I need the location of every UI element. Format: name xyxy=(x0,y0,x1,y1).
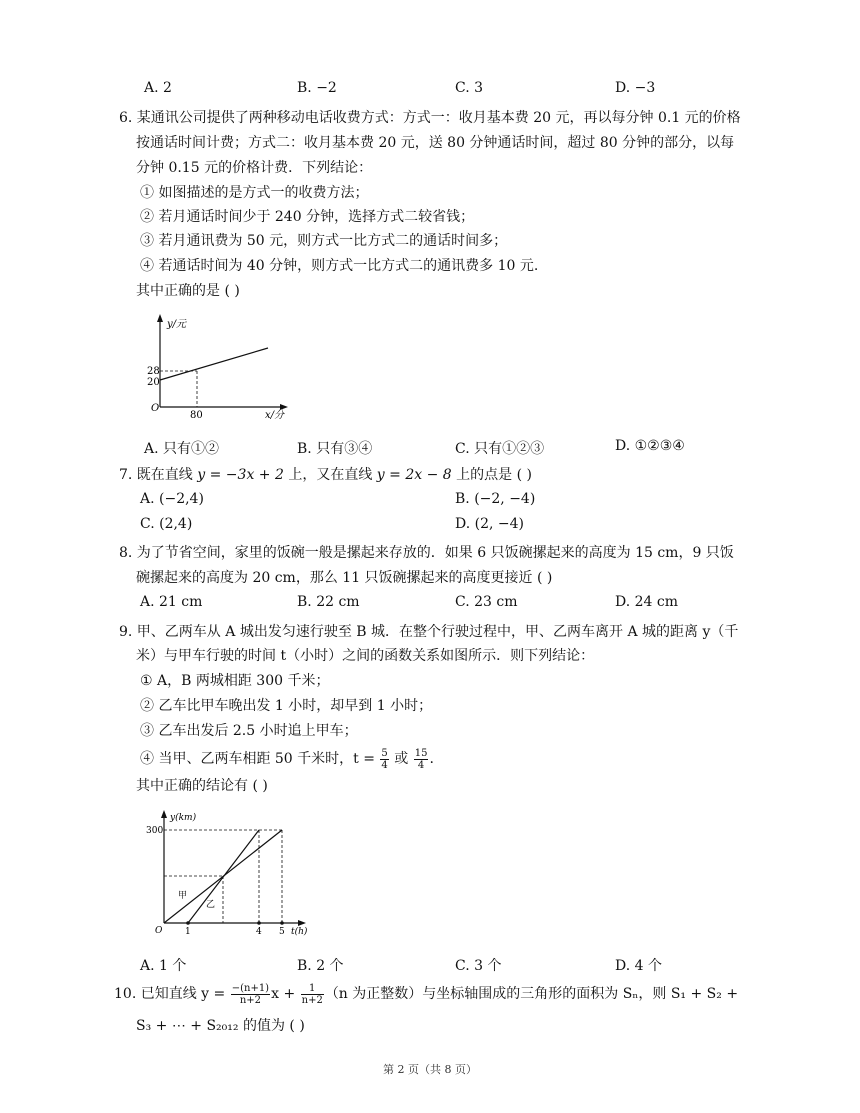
q6-stem-line-2: 按通话时间计费；方式二：收月基本费 20 元，送 80 分钟通话时间，超过 80 分钟的部分，以每 xyxy=(136,135,735,151)
q10-frac-2: $\frac{1}{n+2}$ xyxy=(301,982,323,1006)
q6-item-3: ③ 若月通讯费为 50 元，则方式一比方式二的通话时间多； xyxy=(140,233,508,249)
q9-x-tick-4: 4 xyxy=(256,927,262,937)
q9-stem-line-2: 米）与甲车行驶的时间 t（小时）之间的函数关系如图所示．则下列结论： xyxy=(136,648,595,664)
q6-option-a: A. 只有①② xyxy=(144,441,220,457)
q8-stem-line-2: 碗摞起来的高度为 20 cm，那么 11 只饭碗摞起来的高度更接近 ( ) xyxy=(136,570,553,586)
q6-graph xyxy=(140,310,300,422)
q6-y-label: y/元 xyxy=(167,319,187,330)
q9-y-label: y(km) xyxy=(170,813,197,823)
q6-y-tick-28: 28 xyxy=(147,366,160,377)
q9-frac-5-4: $\frac{5}{4}$ xyxy=(381,747,388,771)
q5-option-a: A. 2 xyxy=(144,80,172,96)
q8-option-c: C. 23 cm xyxy=(455,594,518,610)
q9-x-tick-5: 5 xyxy=(279,927,285,937)
q9-y-tick-300: 300 xyxy=(146,826,164,836)
q9-x-label: t(h) xyxy=(291,927,308,937)
q7-option-a: A. (−2,4) xyxy=(140,491,204,507)
q9-option-a: A. 1 个 xyxy=(140,958,187,974)
q6-origin: O xyxy=(151,403,160,414)
q9-graph xyxy=(140,806,315,941)
q5-option-d: D. −3 xyxy=(615,80,656,96)
q7-option-d: D. (2, −4) xyxy=(455,516,524,532)
q6-item-1: ① 如图描述的是方式一的收费方法； xyxy=(140,185,369,201)
q6-y-arrow xyxy=(157,314,163,322)
q6-option-d: D. ①②③④ xyxy=(615,438,685,454)
q9-point-t4 xyxy=(257,921,261,925)
q8-option-b: B. 22 cm xyxy=(297,594,360,610)
q6-x-label: x/分 xyxy=(265,410,285,421)
q8-stem-line-1: 8. 为了节省空间，家里的饭碗一般是摞起来存放的．如果 6 只饭碗摞起来的高度为 15 cm，9 只饭 xyxy=(119,545,734,561)
q6-cost-line xyxy=(160,348,268,380)
q7-stem: 7. 既在直线 y = −3x + 2 上，又在直线 y = 2x − 8 上的点是 ( ) xyxy=(119,467,532,483)
q6-stem-line-3: 分钟 0.15 元的价格计费．下列结论： xyxy=(136,160,373,176)
page-footer: 第 2 页（共 8 页） xyxy=(383,1063,477,1076)
q6-item-2: ② 若月通话时间少于 240 分钟，选择方式二较省钱； xyxy=(140,209,475,225)
q6-item-4: ④ 若通话时间为 40 分钟，则方式一比方式二的通讯费多 10 元. xyxy=(140,258,539,274)
q6-question: 其中正确的是 ( ) xyxy=(136,283,240,299)
q9-x-arrow xyxy=(298,920,306,926)
q10-stem-line-1: 10. 已知直线 y = $\frac{-(n+1)}{n+2}$ x + $\frac{1}{n+2}$ （n 为正整数）与坐标轴围成的三角形的面积为 Sₙ，则 S₁ + S₂ + xyxy=(114,982,739,1006)
q9-option-b: B. 2 个 xyxy=(297,958,344,974)
q9-item-2: ② 乙车比甲车晚出发 1 小时，却早到 1 小时； xyxy=(140,698,433,714)
q5-option-c: C. 3 xyxy=(455,80,484,96)
q6-option-b: B. 只有③④ xyxy=(297,441,373,457)
q9-line-yi xyxy=(188,830,259,923)
q9-y-arrow xyxy=(161,810,167,818)
q7-eq2: y = 2x − 8 xyxy=(376,467,452,483)
q6-x-tick-80: 80 xyxy=(190,410,203,421)
q9-question: 其中正确的结论有 ( ) xyxy=(136,778,268,794)
q9-item-4: ④ 当甲、乙两车相距 50 千米时，t = $\frac{5}{4}$ 或 $\frac{15}{4}$ . xyxy=(140,747,434,771)
q6-option-c: C. 只有①②③ xyxy=(455,441,545,457)
q7-eq1: y = −3x + 2 xyxy=(197,467,284,483)
q9-origin: O xyxy=(155,926,163,936)
q9-x-tick-1: 1 xyxy=(185,927,191,937)
q9-item-1: ① A，B 两城相距 300 千米； xyxy=(140,673,330,689)
q9-item-3: ③ 乙车出发后 2.5 小时追上甲车； xyxy=(140,723,358,739)
q9-point-t1 xyxy=(186,921,190,925)
q9-option-c: C. 3 个 xyxy=(455,958,502,974)
q9-point-t5 xyxy=(280,921,284,925)
q5-option-b: B. −2 xyxy=(297,80,337,96)
q9-option-d: D. 4 个 xyxy=(615,958,662,974)
q7-option-b: B. (−2, −4) xyxy=(455,491,536,507)
q9-label-yi: 乙 xyxy=(206,900,216,910)
q7-option-c: C. (2,4) xyxy=(140,516,193,532)
q8-option-d: D. 24 cm xyxy=(615,594,679,610)
q6-stem-line-1: 6. 某通讯公司提供了两种移动电话收费方式：方式一：收月基本费 20 元，再以每分钟 0.1 元的价格 xyxy=(119,110,741,126)
q9-label-jia: 甲 xyxy=(178,891,188,901)
q9-frac-15-4: $\frac{15}{4}$ xyxy=(414,747,428,771)
q10-stem-line-2: S₃ + ⋯ + S₂₀₁₂ 的值为 ( ) xyxy=(136,1018,305,1034)
q9-stem-line-1: 9. 甲、乙两车从 A 城出发匀速行驶至 B 城．在整个行驶过程中，甲、乙两车离开 A 城的距离 y（千 xyxy=(119,624,739,640)
q8-option-a: A. 21 cm xyxy=(140,594,203,610)
q10-frac-1: $\frac{-(n+1)}{n+2}$ xyxy=(231,982,270,1006)
q6-y-tick-20: 20 xyxy=(147,377,160,388)
